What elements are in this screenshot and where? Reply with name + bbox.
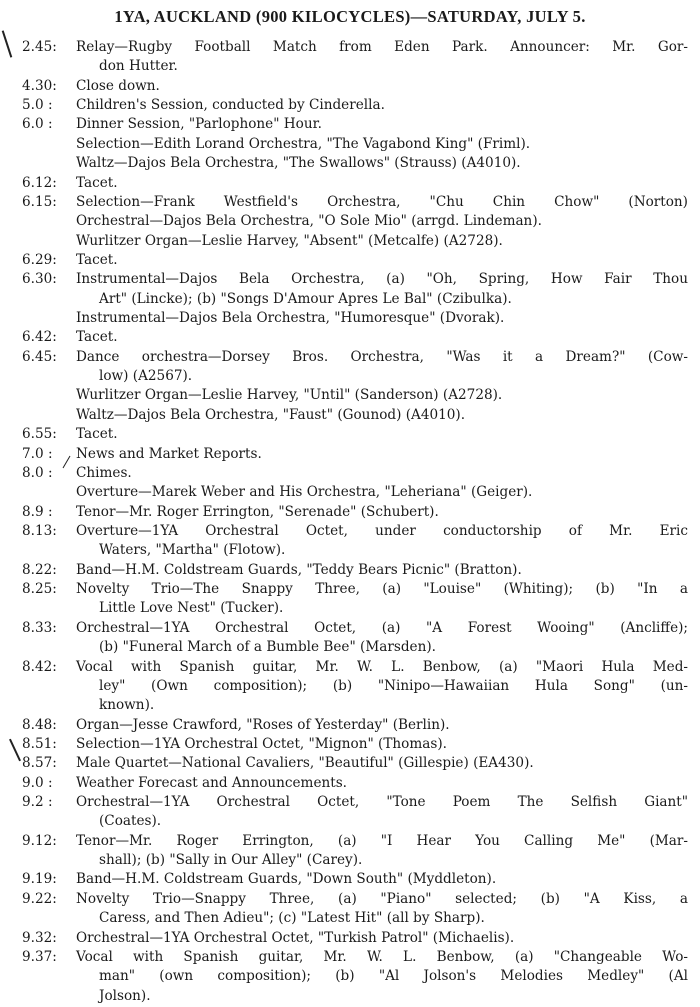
programme-text: shall); (b) "Sally in Our Alley" (Carey). [99, 852, 363, 869]
programme-text: Instrumental—Dajos Bela Orchestra, "Humoresque" (Dvorak). [76, 310, 505, 327]
programme-line [0, 252, 700, 271]
programme-text: Little Love Nest" (Tucker). [99, 600, 284, 617]
page-heading: 1YA, AUCKLAND (900 KILOCYCLES)—SATURDAY, JULY 5. [114, 7, 586, 26]
programme-line [0, 387, 700, 406]
programme-line [0, 930, 700, 949]
programme-time: 6.55: [22, 426, 57, 443]
programme-time: 8.48: [22, 716, 57, 733]
programme-text: Overture—1YA Orchestral Octet, under conductorship of Mr. Eric [76, 522, 688, 539]
programme-time: 9.32: [22, 929, 57, 946]
programme-text: Organ—Jesse Crawford, "Roses of Yesterday" (Berlin). [76, 716, 450, 733]
programme-text: Selection—Frank Westfield's Orchestra, "Chu Chin Chow" (Norton) [76, 193, 688, 210]
programme-time: 6.29: [22, 251, 57, 268]
programme-text: Instrumental—Dajos Bela Orchestra, (a) "Oh, Spring, How Fair Thou [76, 271, 688, 288]
programme-time: 9.12: [22, 832, 57, 849]
programme-line [0, 155, 700, 174]
programme-line [0, 329, 700, 348]
programme-line [0, 581, 700, 600]
programme-text: Orchestral—Dajos Bela Orchestra, "O Sole Mio" (arrgd. Lindeman). [76, 213, 542, 230]
programme-line [0, 58, 700, 77]
programme-time: 9.2 : [22, 794, 53, 811]
programme-line [0, 910, 700, 929]
programme-line [0, 639, 700, 658]
programme-text: Chimes. [76, 464, 132, 481]
programme-time: 9.37: [22, 948, 57, 965]
programme-time: 8.22: [22, 561, 57, 578]
programme-text: Close down. [76, 77, 160, 94]
programme-time: 8.25: [22, 581, 57, 598]
programme-text: Relay—Rugby Football Match from Eden Park. Announcer: Mr. Gor- [76, 39, 688, 55]
programme-text: Wurlitzer Organ—Leslie Harvey, "Until" (Sanderson) (A2728). [76, 387, 503, 404]
programme-line [0, 794, 700, 813]
programme-line [0, 968, 700, 987]
programme-text: Band—H.M. Coldstream Guards, "Teddy Bears Picnic" (Bratton). [76, 561, 522, 578]
programme-time: 8.42: [22, 658, 57, 675]
programme-text: don Hutter. [99, 58, 178, 75]
programme-text: Jolson). [99, 987, 151, 1004]
programme-line [0, 600, 700, 619]
programme-text: Male Quartet—National Cavaliers, "Beautiful" (Gillespie) (EA430). [76, 755, 534, 772]
programme-time: 8.9 : [22, 503, 53, 520]
programme-text: Tacet. [76, 329, 118, 346]
programme-line [0, 736, 700, 755]
programme-text: Vocal with Spanish guitar, Mr. W. L. Benbow, (a) "Changeable Wo- [76, 948, 688, 965]
programme-text: Tacet. [76, 251, 118, 268]
programme-text: Tacet. [76, 426, 118, 443]
programme-line [0, 813, 700, 832]
programme-text: Waltz—Dajos Bela Orchestra, "Faust" (Gounod) (A4010). [76, 406, 466, 423]
programme-text: Tenor—Mr. Roger Errington, "Serenade" (Schubert). [76, 503, 439, 520]
programme-text: Waters, "Martha" (Flotow). [99, 542, 286, 559]
programme-text: man" (own composition); (b) "Al Jolson's Melodies Medley" (Al [99, 968, 688, 985]
programme-time: 9.19: [22, 871, 57, 888]
programme-time: 4.30: [22, 77, 57, 94]
programme-time: 6.15: [22, 193, 57, 210]
programme-listing [0, 39, 700, 1007]
programme-time: 6.45: [22, 348, 57, 365]
programme-time: 6.0 : [22, 116, 53, 133]
programme-text: Art" (Lincke); (b) "Songs D'Amour Apres Le Bal" (Czibulka). [99, 290, 512, 307]
programme-time: 9.22: [22, 890, 57, 907]
programme-text: Novelty Trio—Snappy Three, (a) "Piano" selected; (b) "A Kiss, a [76, 890, 688, 907]
programme-line [0, 659, 700, 678]
programme-line [0, 349, 700, 368]
programme-line [0, 291, 700, 310]
programme-text: Wurlitzer Organ—Leslie Harvey, "Absent" (Metcalfe) (A2728). [76, 232, 503, 249]
programme-time: 6.12: [22, 174, 57, 191]
programme-text: Dinner Session, "Parlophone" Hour. [76, 116, 322, 133]
programme-line [0, 97, 700, 116]
programme-line [0, 407, 700, 426]
programme-line [0, 136, 700, 155]
programme-time: 8.57: [22, 755, 57, 772]
programme-line [0, 78, 700, 97]
programme-line [0, 368, 700, 387]
programme-line [0, 484, 700, 503]
programme-line [0, 271, 700, 290]
programme-line [0, 523, 700, 542]
programme-line [0, 426, 700, 445]
programme-text: (Coates). [99, 813, 162, 830]
programme-line [0, 175, 700, 194]
programme-time: 7.0 : [22, 445, 53, 462]
programme-line [0, 39, 700, 58]
programme-text: known). [99, 697, 155, 714]
programme-text: Weather Forecast and Announcements. [76, 774, 347, 791]
programme-text: Children's Session, conducted by Cinderella. [76, 97, 385, 114]
programme-line [0, 988, 700, 1007]
programme-text: Caress, and Then Adieu"; (c) "Latest Hit" (all by Sharp). [99, 910, 485, 927]
programme-line [0, 833, 700, 852]
programme-text: Orchestral—1YA Orchestral Octet, (a) "A Forest Wooing" (Ancliffe); [76, 619, 688, 636]
programme-line [0, 697, 700, 716]
programme-line [0, 949, 700, 968]
programme-text: (b) "Funeral March of a Bumble Bee" (Marsden). [99, 639, 436, 656]
programme-time: 6.30: [22, 271, 57, 288]
programme-line [0, 775, 700, 794]
programme-text: Vocal with Spanish guitar, Mr. W. L. Benbow, (a) "Maori Hula Med- [76, 658, 688, 675]
programme-text: Orchestral—1YA Orchestral Octet, "Turkish Patrol" (Michaelis). [76, 929, 515, 946]
programme-text: Orchestral—1YA Orchestral Octet, "Tone Poem The Selfish Giant" [76, 794, 688, 811]
programme-text: Band—H.M. Coldstream Guards, "Down South" (Myddleton). [76, 871, 497, 888]
programme-time: 8.33: [22, 619, 57, 636]
programme-line [0, 233, 700, 252]
programme-time: 8.51: [22, 735, 57, 752]
programme-text: Selection—1YA Orchestral Octet, "Mignon" (Thomas). [76, 735, 447, 752]
programme-line [0, 465, 700, 484]
programme-text: Dance orchestra—Dorsey Bros. Orchestra, "Was it a Dream?" (Cow- [76, 348, 688, 365]
programme-text: News and Market Reports. [76, 445, 262, 462]
programme-line [0, 504, 700, 523]
programme-time: 6.42: [22, 329, 57, 346]
programme-text: Tenor—Mr. Roger Errington, (a) "I Hear You Calling Me" (Mar- [76, 832, 688, 849]
programme-line [0, 620, 700, 639]
programme-line [0, 755, 700, 774]
programme-line [0, 871, 700, 890]
programme-line [0, 116, 700, 135]
programme-text: Novelty Trio—The Snappy Three, (a) "Louise" (Whiting); (b) "In a [76, 581, 688, 598]
programme-line [0, 446, 700, 465]
programme-text: Selection—Edith Lorand Orchestra, "The Vagabond King" (Friml). [76, 135, 531, 152]
programme-time: 8.13: [22, 522, 57, 539]
programme-text: Tacet. [76, 174, 118, 191]
programme-text: Waltz—Dajos Bela Orchestra, "The Swallows" (Strauss) (A4010). [76, 155, 521, 172]
programme-text: Overture—Marek Weber and His Orchestra, "Leheriana" (Geiger). [76, 484, 533, 501]
programme-time: 8.0 : [22, 464, 53, 481]
programme-line [0, 678, 700, 697]
programme-line [0, 891, 700, 910]
programme-line [0, 213, 700, 232]
programme-time: 9.0 : [22, 774, 53, 791]
programme-time: 2.45: [22, 39, 57, 55]
programme-time: 5.0 : [22, 97, 53, 114]
programme-line [0, 562, 700, 581]
programme-line [0, 194, 700, 213]
programme-line [0, 717, 700, 736]
programme-text: low) (A2567). [99, 368, 193, 385]
programme-line [0, 542, 700, 561]
programme-line [0, 310, 700, 329]
programme-text: ley" (Own composition); (b) "Ninipo—Hawaiian Hula Song" (un- [99, 677, 688, 694]
programme-line [0, 852, 700, 871]
